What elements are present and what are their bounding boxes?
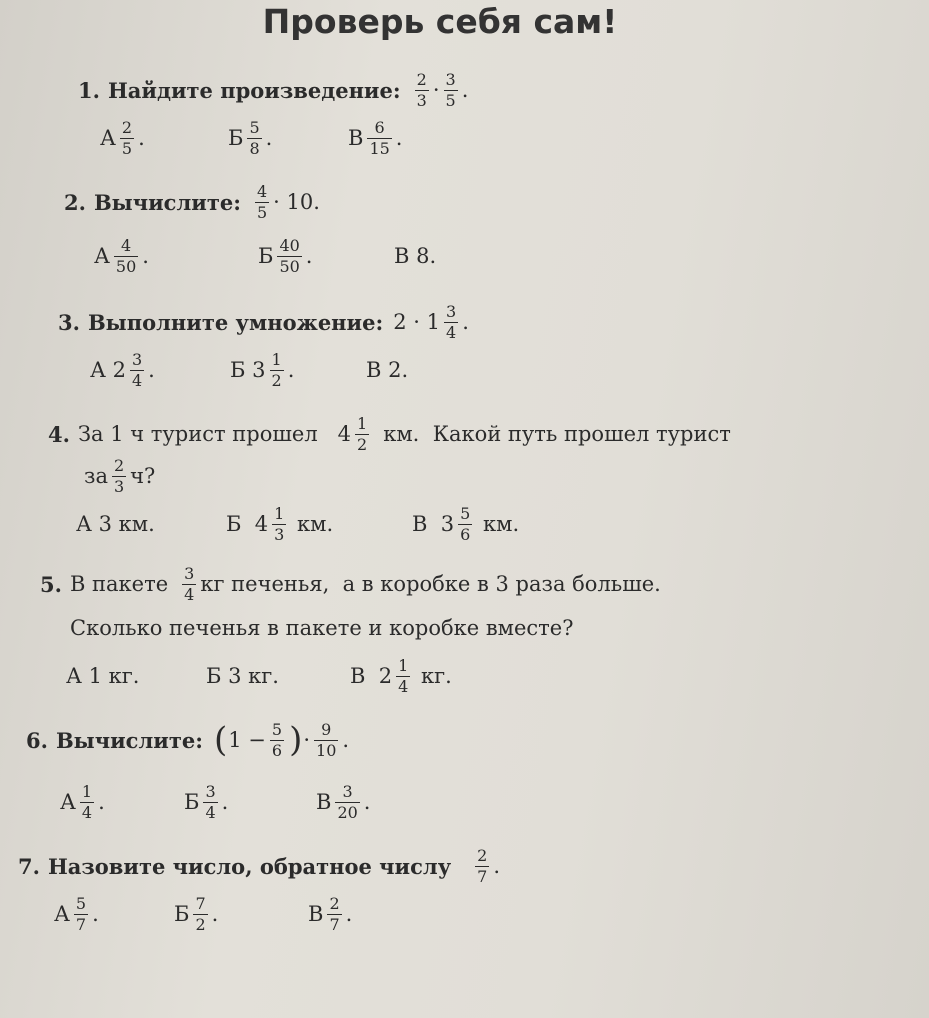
- question-number: 5.: [40, 571, 62, 597]
- answer-option-b[interactable]: Б 4 $\frac{1}{3}$ км.: [226, 503, 334, 544]
- fraction: $\frac{2}{3}$: [113, 455, 125, 496]
- question-text: Выполните умножение:: [87, 309, 384, 335]
- question-number: 7.: [18, 853, 40, 879]
- question-number: 4.: [48, 421, 70, 447]
- question-3: 3. Выполните умножение: 2 · 1 $\frac{3}{4}$ .: [58, 301, 469, 342]
- operator: ·: [432, 78, 440, 102]
- question-number: 6.: [26, 727, 48, 753]
- answer-option-b[interactable]: Б 3 кг.: [206, 664, 279, 688]
- answer-option-c[interactable]: В 2.: [366, 358, 409, 382]
- question-number: 1.: [78, 77, 100, 103]
- question-text: Вычислите:: [55, 727, 203, 753]
- question-text: Назовите число, обратное числу: [47, 853, 452, 879]
- question-text: За 1 ч турист прошел: [77, 422, 318, 446]
- question-4: 4. За 1 ч турист прошел 4 $\frac{1}{2}$ км. Какой путь прошел турист: [48, 413, 731, 454]
- answer-option-b[interactable]: Б $\frac{40}{50}$ .: [258, 235, 313, 276]
- answers-1: [100, 110, 600, 166]
- fraction: $\frac{5}{6}$: [271, 719, 283, 760]
- answers-3: [90, 342, 590, 398]
- fraction: $\frac{3}{4}$: [184, 563, 195, 604]
- answer-option-a[interactable]: А $\frac{4}{50}$ .: [94, 235, 149, 276]
- answer-option-b[interactable]: Б $\frac{3}{4}$ .: [184, 781, 229, 822]
- answers-7: [54, 886, 554, 942]
- answer-option-a[interactable]: А $\frac{2}{5}$ .: [100, 117, 145, 158]
- fraction: $\frac{4}{5}$: [256, 181, 268, 222]
- answer-option-a[interactable]: А 3 км.: [76, 512, 155, 536]
- question-4-line-2: за $\frac{2}{3}$ ч?: [84, 455, 156, 496]
- fraction: $\frac{9}{10}$: [316, 719, 337, 760]
- question-1: 1. Найдите произведение: $\frac{2}{3}$ · $\frac{3}{5}$ .: [78, 69, 469, 110]
- question-2: 2. Вычислите: $\frac{4}{5}$ · 10.: [64, 181, 320, 222]
- fraction: $\frac{3}{5}$: [445, 69, 456, 110]
- answer-option-b[interactable]: Б 3 $\frac{1}{2}$ .: [230, 349, 295, 390]
- question-5: 5. В пакете $\frac{3}{4}$ кг печенья, а в коробке в 3 раза больше.: [40, 563, 661, 604]
- answers-5: [66, 648, 566, 704]
- page-title: Проверь себя сам!: [262, 2, 618, 41]
- question-number: 3.: [58, 309, 80, 335]
- answer-option-c[interactable]: В 2 $\frac{1}{4}$ кг.: [350, 655, 452, 696]
- mixed-number: 4 $\frac{1}{2}$: [337, 413, 368, 454]
- answers-6: [60, 774, 560, 830]
- question-7: 7. Назовите число, обратное числу $\frac{2}{7}$ .: [18, 845, 501, 886]
- answer-option-a[interactable]: А $\frac{1}{4}$ .: [60, 781, 105, 822]
- answer-option-b[interactable]: Б $\frac{7}{2}$ .: [174, 893, 219, 934]
- answer-option-b[interactable]: Б $\frac{5}{8}$ .: [228, 117, 273, 158]
- answer-option-a[interactable]: А 1 кг.: [66, 664, 140, 688]
- answers-2: [94, 228, 594, 284]
- question-text: Вычислите:: [93, 189, 241, 215]
- answer-option-c[interactable]: В 8.: [394, 244, 437, 268]
- answer-option-c[interactable]: В $\frac{2}{7}$ .: [308, 893, 353, 934]
- question-5-line-2: Сколько печенья в пакете и коробке вместе?: [70, 616, 574, 640]
- question-text: Найдите произведение:: [107, 77, 401, 103]
- answer-option-c[interactable]: В $\frac{3}{20}$ .: [316, 781, 371, 822]
- question-text: В пакете: [69, 572, 169, 596]
- answers-4: [76, 496, 636, 552]
- fraction: $\frac{2}{7}$: [477, 845, 488, 886]
- answer-option-c[interactable]: В $\frac{6}{15}$ .: [348, 117, 403, 158]
- question-6: 6. Вычислите: ( 1 − $\frac{5}{6}$ ) · $\frac{9}{10}$ .: [26, 719, 350, 760]
- answer-option-a[interactable]: А $\frac{5}{7}$ .: [54, 893, 99, 934]
- mixed-number: 1 $\frac{3}{4}$: [426, 301, 457, 342]
- answer-option-a[interactable]: А 2 $\frac{3}{4}$ .: [90, 349, 155, 390]
- question-number: 2.: [64, 189, 86, 215]
- answer-option-c[interactable]: В 3 $\frac{5}{6}$ км.: [412, 503, 520, 544]
- fraction: $\frac{2}{3}$: [416, 69, 427, 110]
